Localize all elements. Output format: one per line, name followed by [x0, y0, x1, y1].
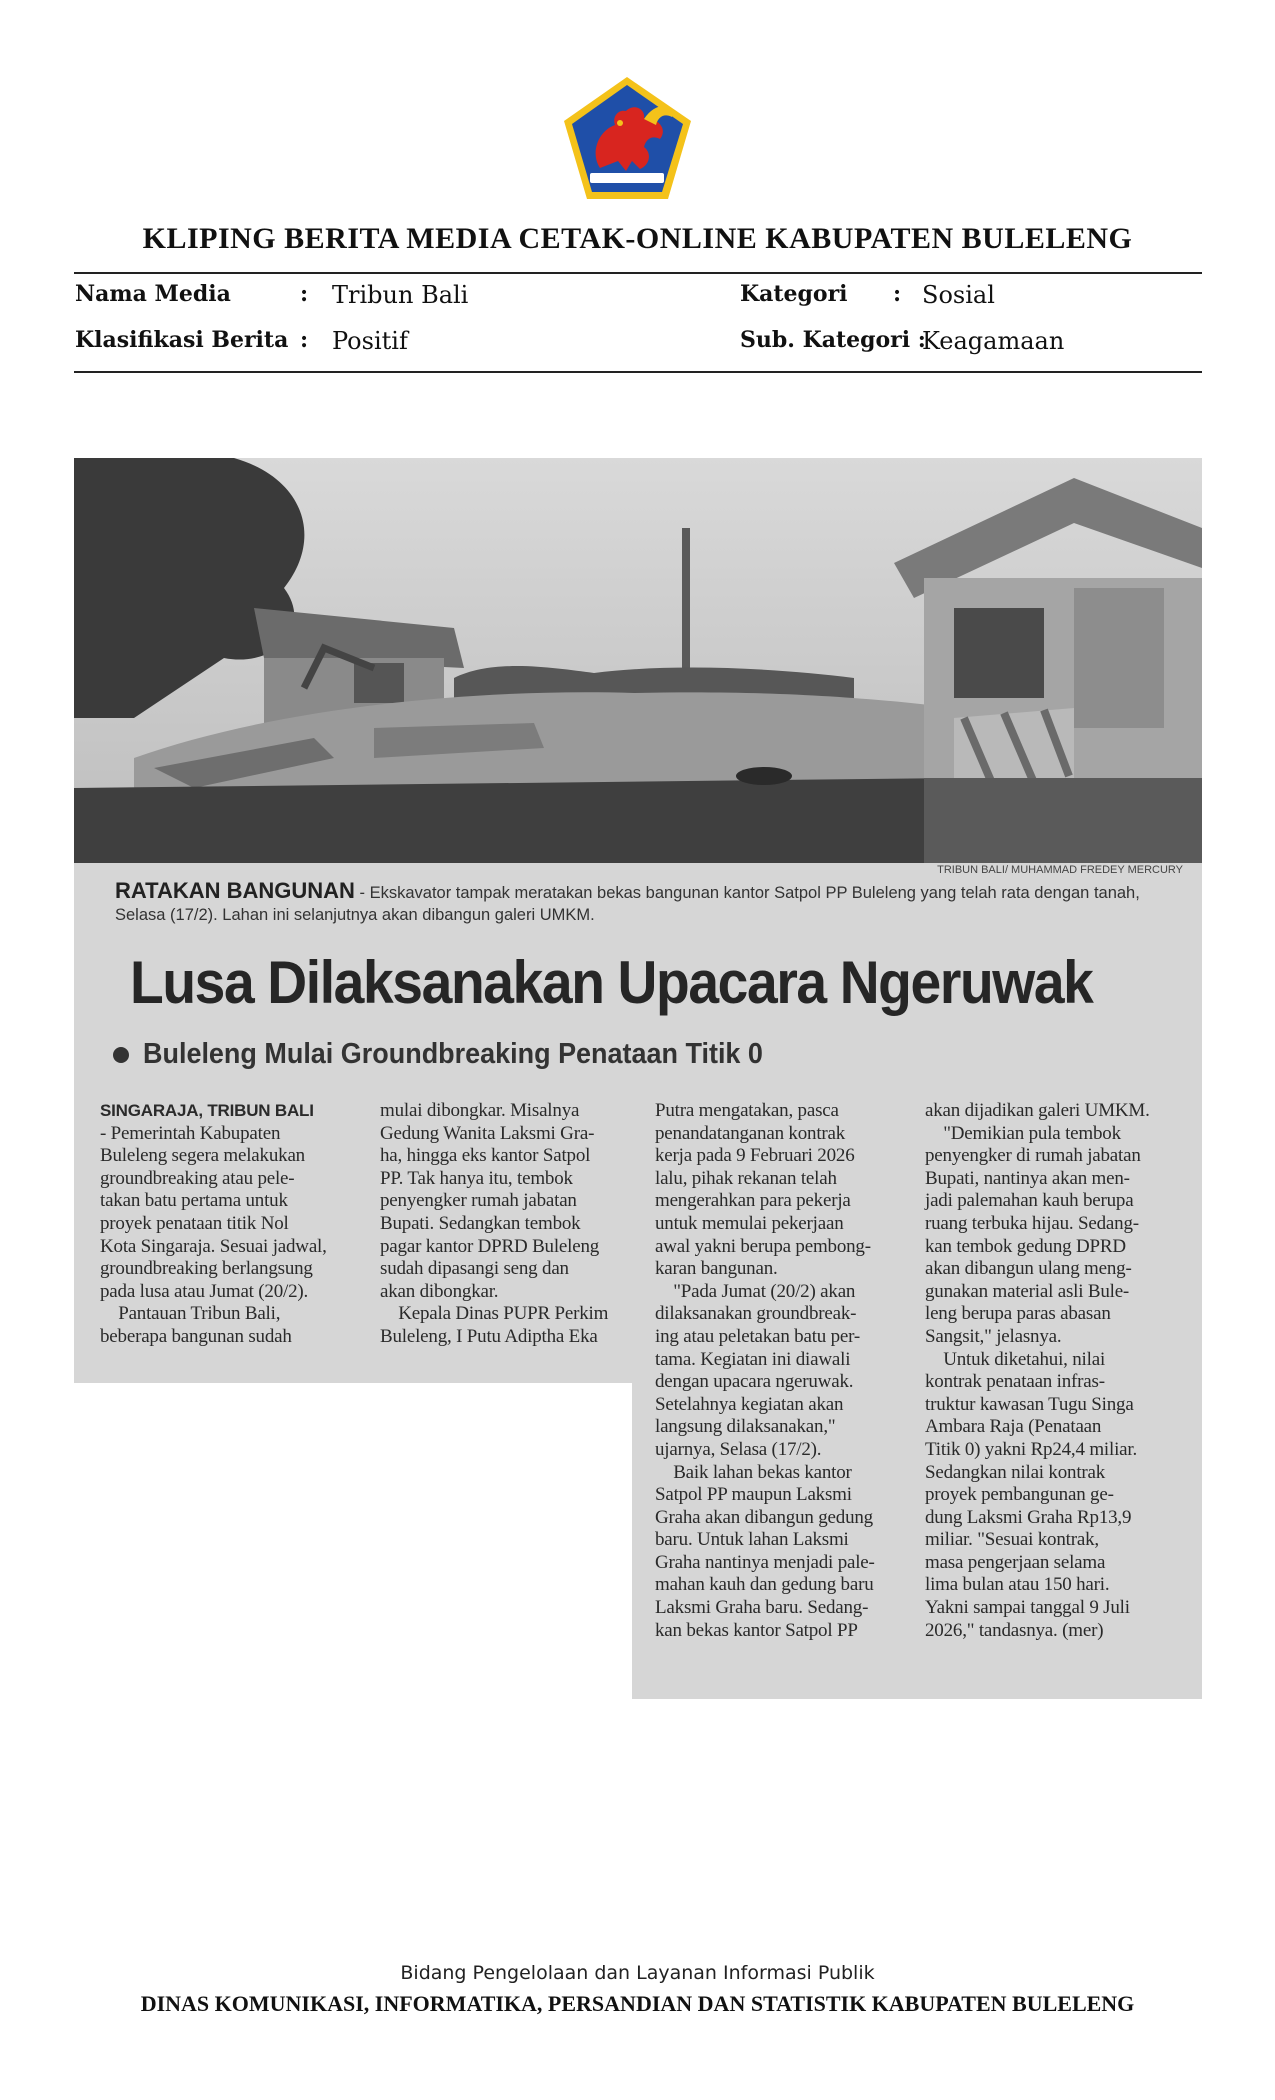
article-column-3: Putra mengatakan, pasca penandatanganan kontrak kerja pada 9 Februari 2026 lalu, pihak rekanan telah mengerahkan para pekerja untuk memulai pekerjaan awal yakni berupa pembong- karan bangunan. "Pada Jumat (20/2) akan dilaksanakan groundbreak- ing atau peletakan batu per- tama. Kegiatan ini diawali dengan upacara ngeruwak. Setelahnya kegiatan akan langsung dilaksanakan," ujarnya, Selasa (17/2). Baik lahan bekas kantor Satpol PP maupun Laksmi Graha akan dibangun gedung baru. Untuk lahan Laksmi Graha nantinya menjadi pale- mahan kauh dan gedung baru Laksmi Graha baru. Sedang- kan bekas kantor Satpol PP — [655, 1100, 875, 1641]
kategori-value: Sosial — [922, 281, 995, 309]
klasifikasi-label: Klasifikasi Berita — [75, 327, 289, 353]
article-headline: Lusa Dilaksanakan Upacara Ngeruwak — [130, 949, 1093, 1016]
kategori-colon: : — [893, 281, 902, 307]
media-value: Tribun Bali — [332, 281, 469, 309]
demolition-photo — [74, 458, 1202, 863]
header-divider — [74, 272, 1202, 274]
photo-credit: TRIBUN BALI/ MUHAMMAD FREDEY MERCURY — [937, 864, 1183, 876]
singa-ambara-raja-logo — [560, 73, 695, 203]
footer-agency: DINAS KOMUNIKASI, INFORMATIKA, PERSANDIAN DAN STATISTIK KABUPATEN BULELENG — [140, 1991, 1135, 2016]
photo-caption — [115, 880, 1175, 926]
column-1-text: - Pemerintah Kabupaten Buleleng segera melakukan groundbreaking atau pele- takan batu pertama untuk proyek penataan titik Nol Kota Singaraja. Sesuai jadwal, groundbreaking berlangsung pada lusa atau Jumat (20/2). Pantauan Tribun Bali, beberapa bangunan sudah — [100, 1122, 327, 1347]
article-column-4: akan dijadikan galeri UMKM. "Demikian pula tembok penyengker di rumah jabatan Bupati, nantinya akan men- jadi palemahan kauh berupa ruang terbuka hijau. Sedang- kan tembok gedung DPRD akan dibangun ulang meng- gunakan material asli Bule- leng berupa paras abasan Sangsit," jelasnya. Untuk diketahui, nilai kontrak penataan infras- truktur kawasan Tugu Singa Ambara Raja (Penataan Titik 0) yakni Rp24,4 miliar. Sedangkan nilai kontrak proyek pembangunan ge- dung Laksmi Graha Rp13,9 miliar. "Sesuai kontrak, masa pengerjaan selama lima bulan atau 150 hari. Yakni sampai tanggal 9 Juli 2026," tandasnya. (mer) — [925, 1100, 1150, 1641]
article-column-1 — [100, 1100, 327, 1349]
subkategori-label: Sub. Kategori : — [740, 327, 926, 353]
meta-divider — [74, 371, 1202, 373]
article-subhead-row — [113, 1038, 810, 1071]
klasifikasi-colon: : — [300, 327, 309, 353]
article-column-2: mulai dibongkar. Misalnya Gedung Wanita Laksmi Gra- ha, hingga eks kantor Satpol PP. Tak hanya itu, tembok penyengker rumah jabatan Bupati. Sedangkan tembok pagar kantor DPRD Buleleng sudah dipasangi seng dan akan dibongkar. Kepala Dinas PUPR Perkim Buleleng, I Putu Adiptha Eka — [380, 1100, 609, 1347]
subkategori-value: Keagamaan — [922, 327, 1065, 355]
page-title: KLIPING BERITA MEDIA CETAK-ONLINE KABUPATEN BULELENG — [142, 222, 1133, 255]
klasifikasi-value: Positif — [332, 327, 408, 355]
media-label: Nama Media — [75, 281, 231, 307]
article-dateline: SINGARAJA, TRIBUN BALI — [100, 1101, 314, 1120]
footer-division: Bidang Pengelolaan dan Layanan Informasi Publik — [400, 1962, 875, 1984]
media-colon: : — [300, 281, 309, 307]
article-subhead: Buleleng Mulai Groundbreaking Penataan Titik 0 — [143, 1038, 763, 1070]
caption-lead: RATAKAN BANGUNAN — [115, 878, 355, 903]
kategori-label: Kategori — [740, 281, 848, 307]
bullet-icon — [113, 1047, 129, 1063]
caption-text: - Ekskavator tampak meratakan bekas bangunan kantor Satpol PP Buleleng yang telah rata dengan tanah, Selasa (17/2). Lahan ini selanjutnya akan dibangun galeri UMKM. — [115, 884, 1140, 924]
